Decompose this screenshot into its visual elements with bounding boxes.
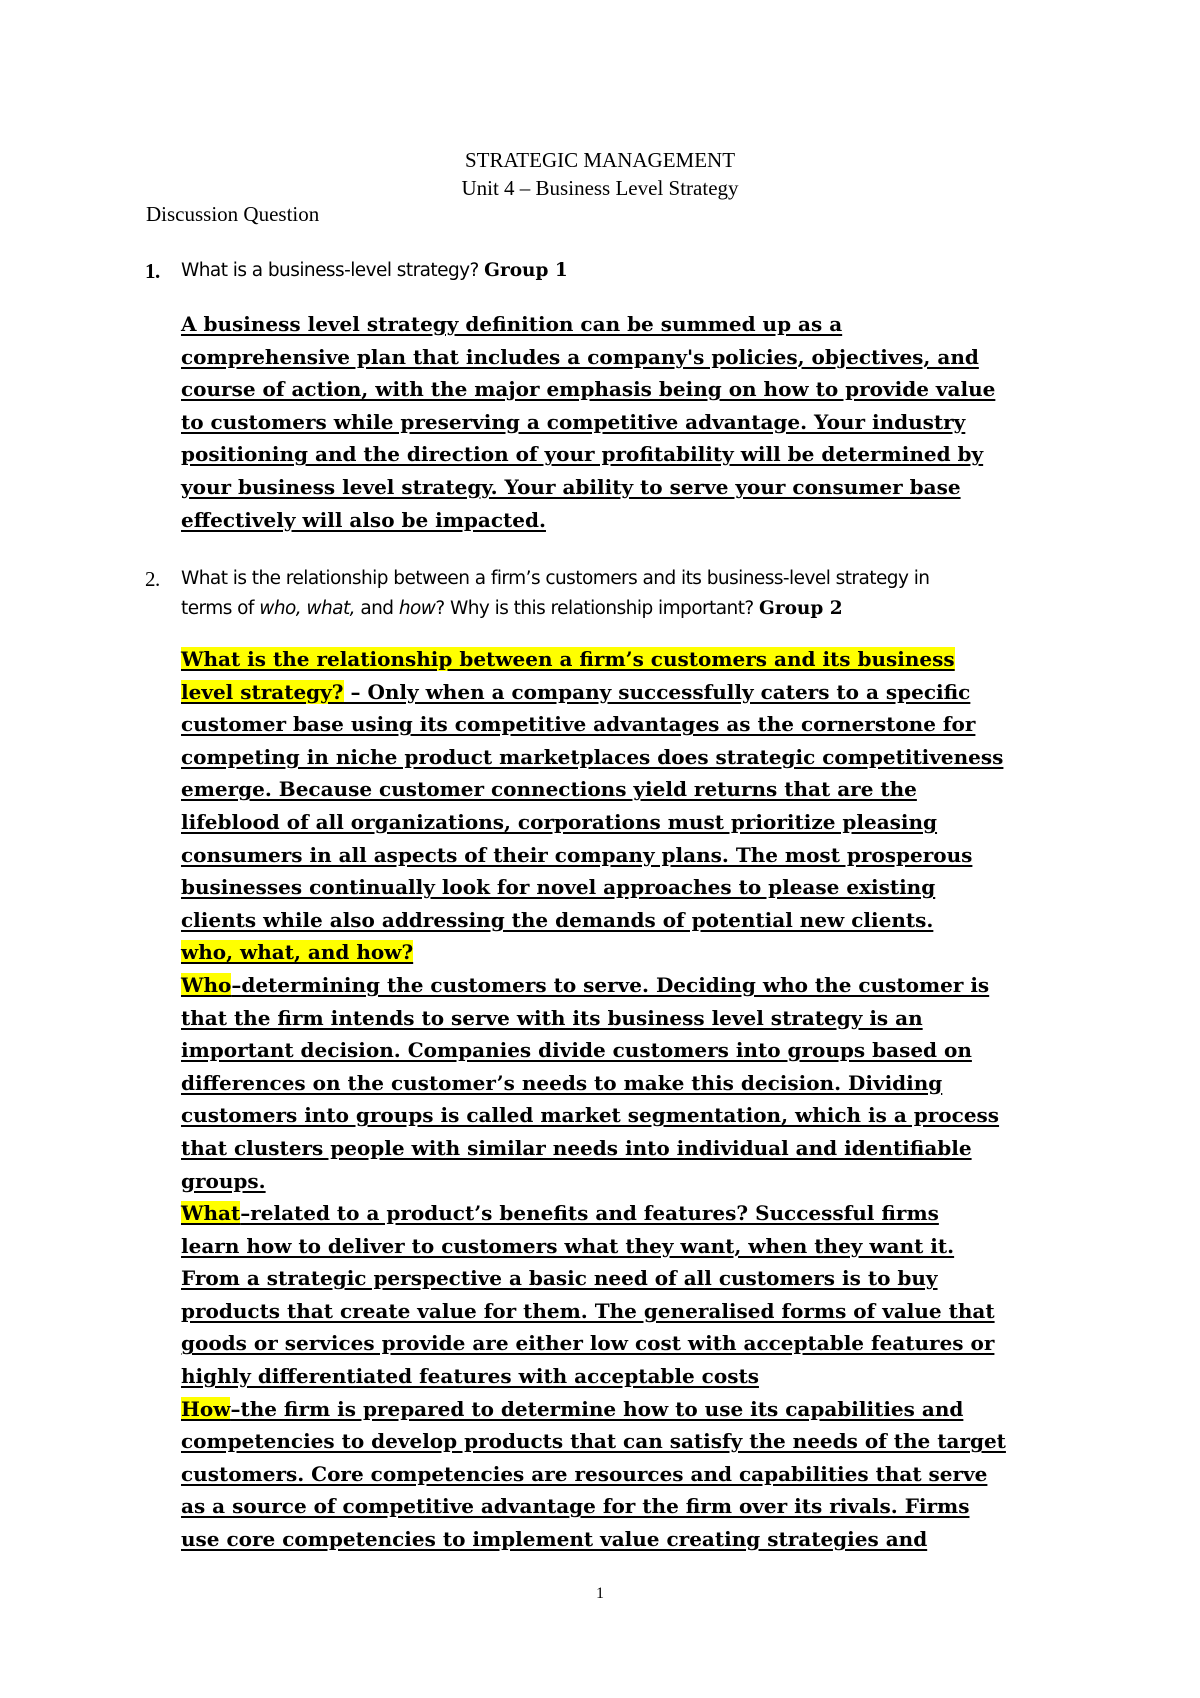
answer-2-line (181, 1197, 1181, 1230)
answer-1-line: to customers while preserving a competitive advantage. Your industry (181, 409, 966, 434)
answer-2-line (181, 1393, 1181, 1426)
who-label: Who (181, 972, 232, 997)
question-2-line-1: What is the relationship between a firm’s customers and its business-level strategy in (181, 568, 930, 589)
answer-2-text: –determining the customers to serve. Deciding who the customer is (231, 972, 990, 997)
page-number: 1 (596, 1585, 604, 1602)
answer-2-line: emerge. Because customer connections yield returns that are the (181, 777, 917, 802)
answer-2-line (181, 676, 1181, 709)
answer-2-line: highly differentiated features with acceptable costs (181, 1364, 759, 1389)
answer-2-text: –the firm is prepared to determine how to use its capabilities and (230, 1396, 964, 1421)
answer-1-line: effectively will also be impacted. (181, 507, 546, 532)
answer-2-line: important decision. Companies divide customers into groups based on (181, 1038, 972, 1063)
answer-2-line: products that create value for them. The generalised forms of value that (181, 1298, 995, 1323)
title-block (0, 146, 1200, 202)
question-2-emphasis: how (398, 598, 436, 619)
answer-2-line: From a strategic perspective a basic need of all customers is to buy (181, 1266, 938, 1291)
answer-2-line: use core competencies to implement value creating strategies and (181, 1527, 928, 1552)
answer-2-line: consumers in all aspects of their company plans. The most prosperous (181, 842, 973, 867)
question-1-number: 1. (145, 259, 160, 283)
answer-2-line: clients while also addressing the demands of potential new clients. (181, 907, 934, 932)
answer-2-line: goods or services provide are either low cost with acceptable features or (181, 1331, 995, 1356)
answer-2-line (181, 643, 1181, 676)
answer-2-line: groups. (181, 1168, 266, 1193)
question-1 (145, 256, 1081, 286)
answer-1-line: positioning and the direction of your profitability will be determined by (181, 442, 984, 467)
answer-2-line: that the firm intends to serve with its business level strategy is an (181, 1005, 923, 1030)
answer-2-line (181, 969, 1181, 1002)
answer-1-line: your business level strategy. Your ability to serve your consumer base (181, 474, 961, 499)
section-label: Discussion Question (146, 202, 320, 226)
document-title: STRATEGIC MANAGEMENT (464, 148, 736, 172)
answer-1-line: course of action, with the major emphasis being on how to provide value (181, 377, 996, 402)
answer-2-line: as a source of competitive advantage for the firm over its rivals. Firms (181, 1494, 970, 1519)
question-1-group: Group 1 (484, 260, 568, 281)
document-subtitle: Unit 4 – Business Level Strategy (461, 176, 739, 200)
wwh-heading: who, what, and how? (181, 940, 414, 965)
answer-2-line: lifeblood of all organizations, corporations must prioritize pleasing (181, 809, 938, 834)
question-2-emphasis: who, what, (259, 598, 355, 619)
answer-2-line: differences on the customer’s needs to make this decision. Dividing (181, 1070, 943, 1095)
answer-2 (181, 643, 1181, 1556)
highlighted-question-text: level strategy? (181, 679, 344, 704)
question-2-number: 2. (145, 567, 160, 591)
question-2-text: and (355, 598, 399, 619)
what-label: What (181, 1201, 241, 1226)
answer-2-line: customer base using its competitive advantages as the cornerstone for (181, 712, 976, 737)
question-1-text: What is a business-level strategy? (181, 260, 485, 281)
answer-2-line: that clusters people with similar needs into individual and identifiable (181, 1135, 972, 1160)
answer-1 (181, 308, 1181, 536)
answer-2-text: –related to a product’s benefits and features? Successful firms (240, 1201, 939, 1226)
answer-2-line: customers. Core competencies are resources and capabilities that serve (181, 1461, 988, 1486)
question-2-text: ? Why is this relationship important? (435, 598, 760, 619)
highlighted-question-text: What is the relationship between a firm’s customers and its business (181, 647, 955, 671)
answer-2-line: businesses continually look for novel approaches to please existing (181, 875, 936, 900)
question-2 (145, 564, 1061, 624)
how-label: How (181, 1396, 231, 1421)
answer-1-line: A business level strategy definition can be summed up as a (181, 312, 843, 336)
question-2-group: Group 2 (759, 598, 843, 619)
answer-2-line: competencies to develop products that can satisfy the needs of the target (181, 1429, 1006, 1454)
answer-2-line: competing in niche product marketplaces does strategic competitiveness (181, 744, 1004, 769)
answer-2-line: learn how to deliver to customers what they want, when they want it. (181, 1233, 955, 1258)
answer-1-line: comprehensive plan that includes a company's policies, objectives, and (181, 344, 979, 369)
answer-2-line (181, 936, 1181, 969)
question-2-text: terms of (181, 598, 260, 619)
question-2-line-2 (181, 594, 1061, 624)
answer-2-text: – Only when a company successfully caters to a specific (343, 679, 971, 704)
answer-2-line: customers into groups is called market segmentation, which is a process (181, 1103, 1000, 1128)
